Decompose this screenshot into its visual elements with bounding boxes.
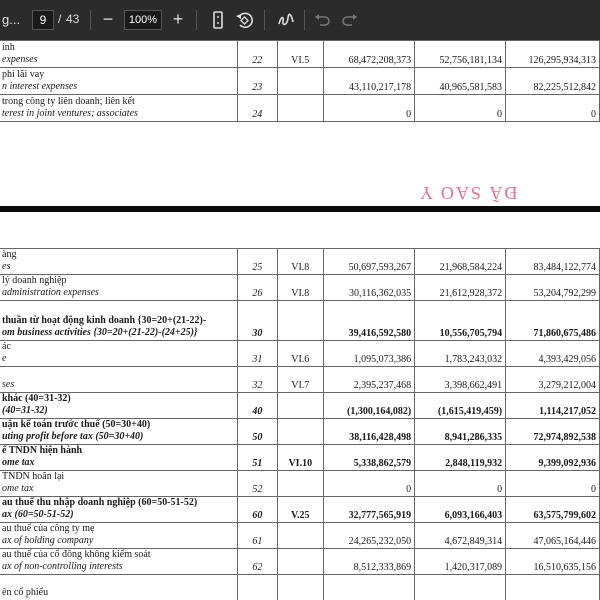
- value-cumulative: 126,295,934,313: [506, 41, 600, 68]
- row-description: [0, 549, 238, 575]
- value-current: 38,116,428,498: [324, 419, 415, 445]
- value-current: 39,416,592,580: [324, 301, 415, 341]
- row-note: VI.8: [278, 275, 324, 301]
- row-code: 52: [238, 471, 278, 497]
- value-prior: 21,968,584,224: [415, 249, 506, 275]
- row-note: VI.10: [278, 445, 324, 471]
- row-note: VI.6: [278, 341, 324, 367]
- value-cumulative: 63,575,799,602: [506, 497, 600, 523]
- description-english: expenses: [2, 54, 38, 65]
- description-vietnamese: au thuế thu nhập doanh nghiệp (60=50-51-52): [2, 497, 198, 508]
- row-description: [0, 419, 238, 445]
- value-cumulative: 1,114,217,052: [506, 393, 600, 419]
- row-description: [0, 471, 238, 497]
- row-code: 31: [238, 341, 278, 367]
- value-current: 8,512,333,869: [324, 549, 415, 575]
- value-current: 2,395,237,468: [324, 367, 415, 393]
- row-code: 23: [238, 68, 278, 95]
- description-vietnamese: TNDN hoãn lại: [2, 471, 65, 482]
- value-cumulative: [506, 575, 600, 600]
- description-english: es: [2, 261, 11, 272]
- value-prior: 0: [415, 471, 506, 497]
- row-note: [278, 419, 324, 445]
- description-english: om business activities {30=20+(21-22)-(24+25)}: [2, 327, 198, 338]
- description-vietnamese: ác: [2, 341, 11, 352]
- value-current: 0: [324, 95, 415, 122]
- row-code: 24: [238, 95, 278, 122]
- value-cumulative: 72,974,892,538: [506, 419, 600, 445]
- toolbar-divider: [264, 10, 265, 30]
- table-row: [0, 523, 600, 549]
- description-vietnamese: ế TNDN hiện hành: [2, 445, 83, 456]
- description-vietnamese: lý doanh nghiệp: [2, 275, 67, 286]
- value-cumulative: 0: [506, 471, 600, 497]
- income-statement-table-lower: [0, 248, 600, 600]
- description-english: terest in joint ventures; associates: [2, 108, 138, 119]
- value-prior: 10,556,705,794: [415, 301, 506, 341]
- description-english: e: [2, 353, 7, 364]
- document-title: g...: [2, 12, 21, 27]
- copy-stamp: ĐÃ SAO Y: [418, 183, 518, 203]
- value-prior: [415, 575, 506, 600]
- pdf-page-lower: [0, 212, 600, 600]
- value-current: 50,697,593,267: [324, 249, 415, 275]
- row-description: [0, 367, 238, 393]
- row-note: [278, 95, 324, 122]
- description-english: ome tax: [2, 457, 35, 468]
- row-note: [278, 301, 324, 341]
- row-description: [0, 523, 238, 549]
- description-vietnamese: ên cổ phiếu: [2, 587, 49, 598]
- table-row: [0, 41, 600, 68]
- value-prior: 8,941,286,335: [415, 419, 506, 445]
- table-row: [0, 367, 600, 393]
- value-current: 1,095,073,386: [324, 341, 415, 367]
- value-prior: 21,612,928,372: [415, 275, 506, 301]
- value-cumulative: 3,279,212,004: [506, 367, 600, 393]
- draw-icon[interactable]: [274, 8, 298, 32]
- description-english: administration expenses: [2, 287, 99, 298]
- table-row: [0, 249, 600, 275]
- row-note: [278, 575, 324, 600]
- row-note: V.25: [278, 497, 324, 523]
- row-description: [0, 301, 238, 341]
- description-vietnamese: uận kế toán trước thuế (50=30+40): [2, 419, 151, 430]
- value-cumulative: 0: [506, 95, 600, 122]
- value-cumulative: 16,510,635,156: [506, 549, 600, 575]
- table-row: [0, 68, 600, 95]
- table-row: [0, 301, 600, 341]
- value-prior: 1,783,243,032: [415, 341, 506, 367]
- description-vietnamese: trong công ty liên doanh; liên kết: [2, 96, 135, 107]
- table-row: [0, 419, 600, 445]
- plus-icon[interactable]: +: [172, 9, 184, 29]
- pdf-page-upper: [0, 40, 600, 208]
- row-code: 51: [238, 445, 278, 471]
- row-note: [278, 471, 324, 497]
- value-current: 68,472,208,373: [324, 41, 415, 68]
- row-description: [0, 95, 238, 122]
- table-row: [0, 549, 600, 575]
- value-current: (1,300,164,082): [324, 393, 415, 419]
- description-vietnamese: thuần từ hoạt động kinh doanh {30=20+(21-22)-: [2, 315, 207, 326]
- undo-icon[interactable]: [310, 8, 334, 32]
- description-english: ome tax: [2, 483, 34, 494]
- value-current: 5,338,862,579: [324, 445, 415, 471]
- row-note: [278, 393, 324, 419]
- row-note: [278, 68, 324, 95]
- minus-icon[interactable]: −: [102, 9, 114, 29]
- toolbar-divider: [90, 10, 91, 30]
- table-row: [0, 95, 600, 122]
- row-note: VI.5: [278, 41, 324, 68]
- description-english: (40=31-32): [2, 405, 48, 416]
- value-prior: 6,093,166,403: [415, 497, 506, 523]
- table-row: [0, 341, 600, 367]
- value-cumulative: 71,860,675,486: [506, 301, 600, 341]
- row-note: [278, 523, 324, 549]
- page-separator: /: [58, 12, 62, 26]
- row-description: [0, 575, 238, 600]
- row-code: 30: [238, 301, 278, 341]
- value-prior: 3,398,662,491: [415, 367, 506, 393]
- row-code: 25: [238, 249, 278, 275]
- description-vietnamese: au thuế của cổ đông không kiểm soát: [2, 549, 151, 560]
- rotate-icon[interactable]: [232, 8, 256, 32]
- description-english: ax of non-controlling interests: [2, 561, 123, 572]
- row-description: [0, 68, 238, 95]
- description-vietnamese: khác (40=31-32): [2, 393, 71, 404]
- zoom-level-input[interactable]: 100%: [124, 10, 162, 30]
- row-note: VI.8: [278, 249, 324, 275]
- description-vietnamese: àng: [2, 249, 17, 260]
- description-english: ax of holding company: [2, 535, 94, 546]
- income-statement-table-upper: [0, 40, 600, 122]
- table-row: [0, 575, 600, 600]
- value-cumulative: 82,225,512,842: [506, 68, 600, 95]
- value-current: 24,265,232,050: [324, 523, 415, 549]
- table-row: [0, 445, 600, 471]
- value-current: 0: [324, 471, 415, 497]
- row-note: VI.7: [278, 367, 324, 393]
- row-code: 40: [238, 393, 278, 419]
- value-current: 43,110,217,178: [324, 68, 415, 95]
- pdf-toolbar: [0, 0, 600, 40]
- value-cumulative: 4,393,429,056: [506, 341, 600, 367]
- value-current: 30,116,362,035: [324, 275, 415, 301]
- row-code: 26: [238, 275, 278, 301]
- value-prior: 40,965,581,583: [415, 68, 506, 95]
- redo-icon[interactable]: [338, 8, 362, 32]
- value-prior: 0: [415, 95, 506, 122]
- value-cumulative: 9,399,092,936: [506, 445, 600, 471]
- description-vietnamese: au thuế của công ty mẹ: [2, 523, 95, 534]
- value-prior: 52,756,181,134: [415, 41, 506, 68]
- table-row: [0, 471, 600, 497]
- value-cumulative: 47,065,164,446: [506, 523, 600, 549]
- value-current: [324, 575, 415, 600]
- value-cumulative: 83,484,122,774: [506, 249, 600, 275]
- value-prior: 1,420,317,089: [415, 549, 506, 575]
- row-description: [0, 497, 238, 523]
- toolbar-divider: [196, 10, 197, 30]
- toolbar-divider: [304, 10, 305, 30]
- row-description: [0, 341, 238, 367]
- fit-page-icon[interactable]: [206, 8, 230, 32]
- row-note: [278, 549, 324, 575]
- description-vietnamese: phí lãi vay: [2, 69, 45, 80]
- table-row: [0, 275, 600, 301]
- page-number-input[interactable]: 9: [32, 10, 54, 30]
- row-code: 50: [238, 419, 278, 445]
- description-english: ses: [2, 379, 15, 390]
- description-english: uting profit before tax (50=30+40): [2, 431, 144, 442]
- row-description: [0, 41, 238, 68]
- description-english: n interest expenses: [2, 81, 78, 92]
- table-row: [0, 393, 600, 419]
- value-prior: (1,615,419,459): [415, 393, 506, 419]
- table-row: [0, 497, 600, 523]
- row-code: 32: [238, 367, 278, 393]
- row-description: [0, 393, 238, 419]
- row-code: 62: [238, 549, 278, 575]
- value-prior: 2,848,119,932: [415, 445, 506, 471]
- description-vietnamese: ính: [2, 42, 15, 53]
- row-code: 61: [238, 523, 278, 549]
- page-total: 43: [66, 12, 80, 26]
- value-prior: 4,672,849,314: [415, 523, 506, 549]
- row-code: 60: [238, 497, 278, 523]
- row-description: [0, 249, 238, 275]
- row-code: [238, 575, 278, 600]
- value-current: 32,777,565,919: [324, 497, 415, 523]
- row-description: [0, 275, 238, 301]
- value-cumulative: 53,204,792,299: [506, 275, 600, 301]
- row-code: 22: [238, 41, 278, 68]
- description-english: ax (60=50-51-52): [2, 509, 74, 520]
- row-description: [0, 445, 238, 471]
